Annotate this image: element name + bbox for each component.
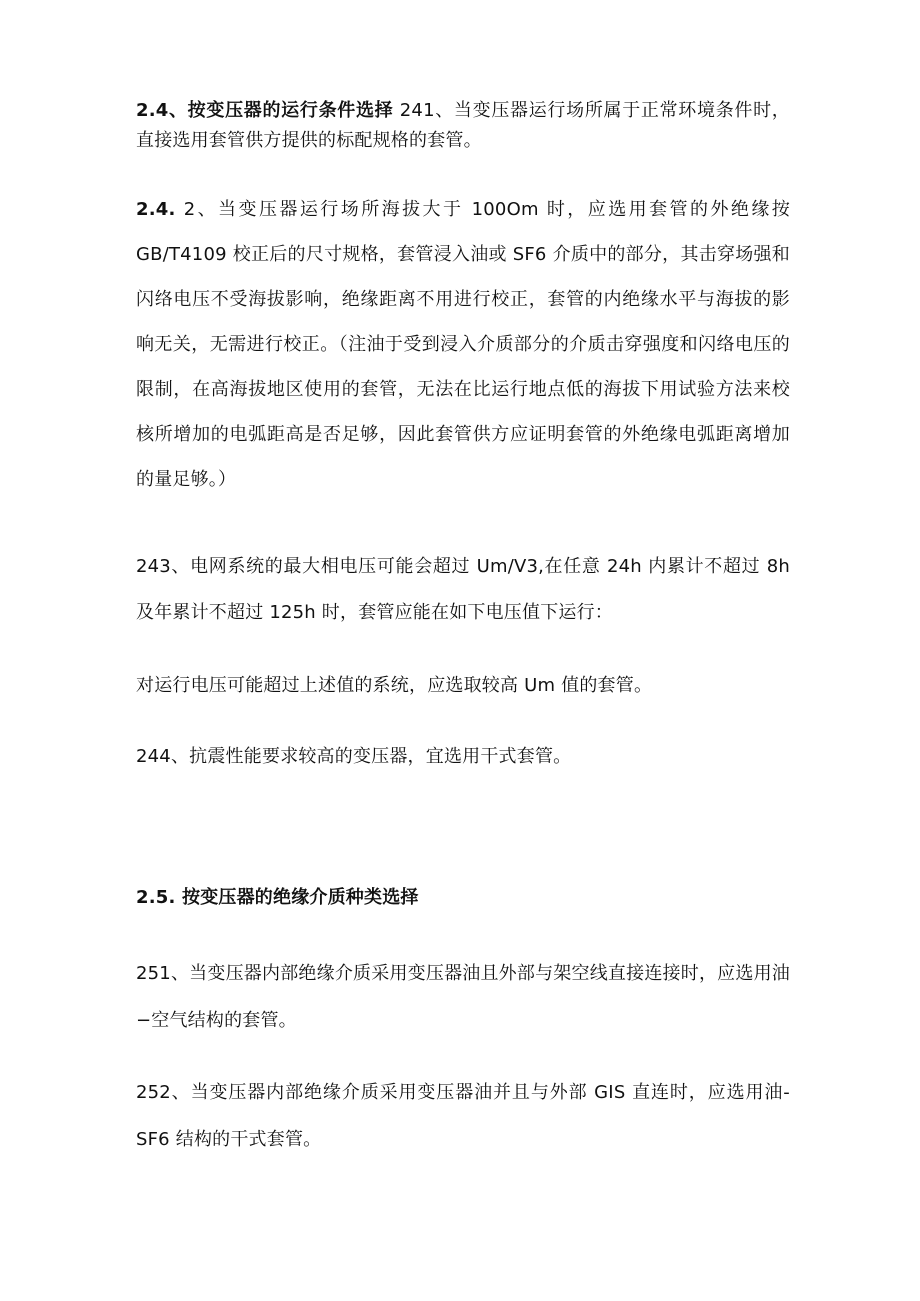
paragraph-2-4-3-continuation: 对运行电压可能超过上述值的系统，应选取较高 Um 值的套管。 — [136, 675, 653, 696]
paragraph-2-5-2: 252、当变压器内部绝缘介质采用变压器油并且与外部 GIS 直连时，应选用油-SF6 结构的干式套管。 — [136, 1082, 790, 1150]
section-2-4-heading: 2.4、按变压器的运行条件选择 — [136, 100, 394, 121]
section-2-5-heading: 2.5. 按变压器的绝缘介质种类选择 — [136, 887, 419, 908]
paragraph-2-4-1 — [136, 96, 790, 156]
paragraph-2-4-2 — [136, 187, 790, 502]
paragraph-2-4-4: 244、抗震性能要求较高的变压器，宜选用干式套管。 — [136, 746, 572, 767]
paragraph-2-5-1: 251、当变压器内部绝缘介质采用变压器油且外部与架空线直接连接时，应选用油−空气结构的套管。 — [136, 963, 790, 1031]
paragraph-2-4-3: 243、电网系统的最大相电压可能会超过 Um/V3,在任意 24h 内累计不超过 8h 及年累计不超过 125h 时，套管应能在如下电压值下运行： — [136, 556, 790, 623]
paragraph-2-4-1-text: 241、当变压器运行场所属于正常环境条件时，直接选用套管供方提供的标配规格的套管。 — [136, 100, 790, 151]
paragraph-2-4-2-text: 2、当变压器运行场所海拔大于 100Om 时，应选用套管的外绝缘按 GB/T4109 校正后的尺寸规格，套管浸入油或 SF6 介质中的部分，其击穿场强和闪络电压不受海拔影响，绝缘距离不用进行校正，套管的内绝缘水平与海拔的影响无关，无需进行校正。（注油于受到浸入介质部分的介质击穿强度和闪络电压的限制，在高海拔地区使用的套管，无法在比运行地点低的海拔下用试验方法来校核所增加的电弧距高是否足够，因此套管供方应证明套管的外绝缘电弧距离增加的量足够。） — [136, 199, 790, 490]
paragraph-2-4-2-number: 2.4. — [136, 199, 176, 220]
